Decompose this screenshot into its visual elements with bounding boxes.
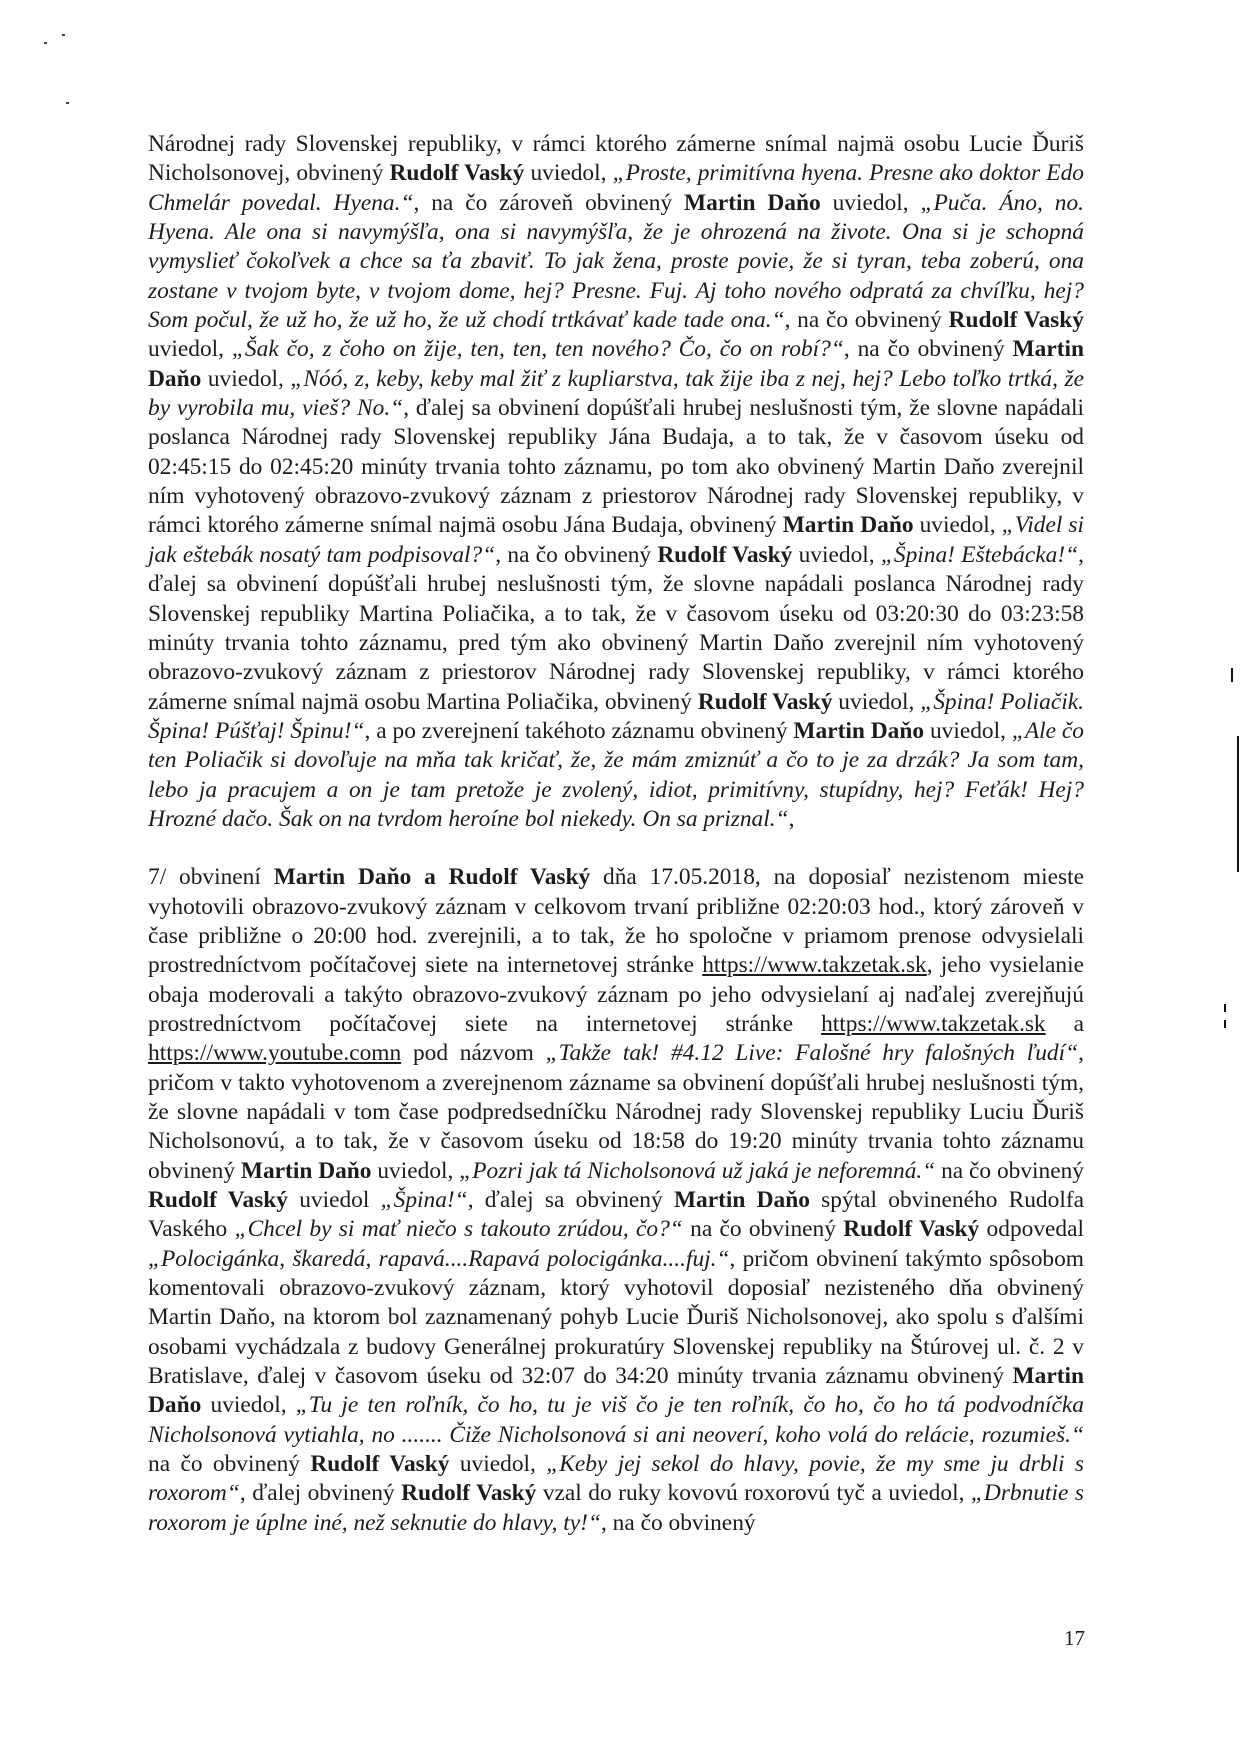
- bold-name: Rudolf Vaský: [389, 160, 525, 187]
- bold-name: Martin Daňo: [148, 336, 1084, 392]
- body-text: uviedol,: [148, 336, 232, 363]
- body-text: uviedol,: [524, 160, 613, 187]
- body-text: uviedol,: [201, 365, 291, 392]
- quote-text: „Pozri jak tá Nicholsonová už jaká je neforemná.“: [459, 1157, 936, 1184]
- body-text: Národnej rady Slovenskej republiky, v rámci ktorého zámerne snímal najmä osobu Lucie Ďuriš Nicholsonovej, obvinený: [148, 131, 1084, 187]
- body-text: , ďalej sa obvinení dopúšťali hrubej neslušnosti tým, že slovne napádali poslanca Národnej rady Slovenskej republiky Martina Poliačika, a to tak, že v časovom úseku od 03:20:30 do 03:23:58 minúty trvania tohto záznamu, pred tým ako obvinený Martin Daňo zverejnil ním vyhotovený obrazovo-zvukový záznam z priestorov Národnej rady Slovenskej republiky, v rámci ktorého zámerne snímal najmä osobu Martina Poliačika, obvinený: [148, 541, 1084, 715]
- body-text: vzal do ruky kovovú roxorovú tyč a uviedol,: [536, 1480, 971, 1507]
- bold-name: Martin Daňo: [782, 512, 914, 539]
- bold-name: Rudolf Vaský: [697, 688, 833, 715]
- page-body: [148, 130, 1084, 1538]
- quote-text: „Špina! Eštebácka!“: [880, 541, 1079, 568]
- page-number: 17: [1064, 1626, 1085, 1650]
- quote-text: „Špina!“: [380, 1187, 468, 1214]
- body-text: , ďalej obvinený: [239, 1480, 402, 1507]
- body-text: , na čo obvinený: [600, 1509, 756, 1536]
- body-text: uviedol,: [449, 1451, 547, 1478]
- body-text: , na čo zároveň obvinený: [413, 189, 685, 216]
- quote-text: „Videl si jak eštebák nosatý tam podpisoval?“: [148, 512, 1084, 568]
- body-text: na čo obvinený: [682, 1216, 844, 1243]
- margin-line: [1224, 1004, 1226, 1012]
- body-text: ,: [788, 805, 795, 832]
- margin-line: [1237, 736, 1239, 872]
- margin-line: [1224, 1020, 1226, 1028]
- body-text: , ďalej sa obvinení dopúšťali hrubej neslušnosti tým, že slovne napádali poslanca Národnej rady Slovenskej republiky Jána Budaja, a to tak, že v časovom úseku od 02:45:15 do 02:45:20 minúty trvania tohto záznamu, po tom ako obvinený Martin Daňo zverejnil ním vyhotovený obrazovo-zvukový záznam z priestorov Národnej rady Slovenskej republiky, v rámci ktorého zámerne snímal najmä osobu Jána Budaja, obvinený: [148, 395, 1085, 539]
- body-text: uviedol,: [201, 1392, 296, 1419]
- bold-name: Martin Daňo: [793, 717, 925, 744]
- body-text: , ďalej sa obvinený: [467, 1187, 674, 1214]
- quote-text: „Šak čo, z čoho on žije, ten, ten, ten nového? Čo, čo on robí?“: [231, 336, 844, 363]
- body-text: , na čo obvinený: [495, 541, 658, 568]
- body-text: , pričom v takto vyhotovenom a zverejnenom zázname sa obvinení dopúšťali hrubej neslušnosti tým, že slovne napádali v tom čase podpredsedníčku Národnej rady Slovenskej republiky Luciu Ďuriš Nicholsonovú, a to tak, že v časovom úseku od 18:58 do 19:20 minúty trvania tohto záznamu obvinený: [148, 1040, 1084, 1184]
- bold-name: Rudolf Vaský: [401, 1480, 537, 1507]
- quote-text: „Puča. Áno, no. Hyena. Ale ona si navymýšľa, ona si navymýšľa, že je ohrozená na živote. Ona si je schopná vymyslieť čokoľvek a chce sa ťa zbaviť. To jak žena, proste povie, že si tyran, teba zoberú, ona zostane v tvojom byte, v tvojom dome, hej? Presne. Fuj. Aj toho nového odpratá za chvíľku, hej? Som počul, že už ho, že už ho, že už chodí trtkávať kade tade ona.“: [148, 189, 1084, 334]
- body-text: uviedol,: [913, 512, 1002, 539]
- body-text: uviedol,: [924, 717, 1012, 744]
- body-text: , jeho vysielanie obaja moderovali a takýto obrazovo-zvukový záznam po jeho odvysielaní aj naďalej zverejňujú prostredníctvom počítačovej siete na internetovej stránke: [148, 952, 1084, 1037]
- body-text: uviedol: [287, 1187, 381, 1214]
- scan-speck: [66, 102, 69, 104]
- bold-name: Rudolf Vaský: [148, 1187, 288, 1214]
- body-text: uviedol,: [820, 189, 921, 216]
- body-text: spýtal obvineného Rudolfa Vaského: [148, 1187, 1084, 1243]
- body-text: odpovedal: [979, 1216, 1084, 1243]
- paragraph-item-7: [148, 863, 1084, 1538]
- body-text: , na čo obvinený: [784, 307, 949, 334]
- body-text: , a po zverejnení takéhoto záznamu obvinený: [364, 717, 794, 744]
- bold-name: Martin Daňo: [240, 1157, 372, 1184]
- body-text: na čo obvinený: [935, 1157, 1085, 1184]
- margin-line: [1231, 668, 1233, 682]
- paragraph-continuation: [148, 130, 1084, 834]
- bold-name: Martin Daňo: [684, 189, 821, 216]
- bold-name: Rudolf Vaský: [843, 1216, 980, 1243]
- scan-speck: [44, 42, 47, 44]
- quote-text: „Polocigánka, škaredá, rapavá....Rapavá polocigánka....fuj.“: [148, 1245, 730, 1272]
- body-text: na čo obvinený: [148, 1451, 311, 1478]
- body-text: uviedol,: [792, 541, 881, 568]
- quote-text: „Takže tak! #4.12 Live: Falošné hry falošných ľudí“: [545, 1040, 1079, 1067]
- url-text: https://www.takzetak.sk: [702, 952, 927, 979]
- url-text: https://www.takzetak.sk: [821, 1010, 1046, 1037]
- body-text: pod názvom: [401, 1040, 546, 1067]
- quote-text: „Chcel by si mať niečo s takouto zrúdou, čo?“: [234, 1216, 683, 1243]
- quote-text: „Ale čo ten Poliačik si dovoľuje na mňa tak kričať, že, že mám zmiznúť a čo to je za drzák? Ja som tam, lebo ja pracujem a on je tam pretože je zvolený, idiot, primitívny, stupídny, hej? Feťák! Hej? Hrozné dačo. Šak on na tvrdom heroíne bol niekedy. On sa priznal.“: [148, 717, 1084, 832]
- body-text: uviedol,: [832, 688, 921, 715]
- body-text: dňa 17.05.2018, na doposiaľ nezistenom mieste vyhotovili obrazovo-zvukový záznam v celkovom trvaní približne 02:20:03 hod., ktorý zároveň v čase približne o 20:00 hod. zverejnili, a to tak, že ho spoločne v priamom prenose odvysielali prostredníctvom počítačovej siete na internetovej stránke: [148, 864, 1084, 979]
- quote-text: „Špina! Poliačik. Špina! Púšťaj! Špinu!“: [148, 688, 1084, 744]
- bold-name: Rudolf Vaský: [657, 541, 793, 568]
- quote-text: „Nóó, z, keby, keby mal žiť z kupliarstva, tak žije iba z nej, hej? Lebo toľko trtká, že by vyrobila mu, vieš? No.“: [148, 365, 1084, 422]
- body-text: , pričom obvinení takýmto spôsobom komentovali obrazovo-zvukový záznam, ktorý vyhotovil doposiaľ nezisteného dňa obvinený Martin Daňo, na ktorom bol zaznamenaný pohyb Lucie Ďuriš Nicholsonovej, ako spolu s ďalšími osobami vychádzala z budovy Generálnej prokuratúry Slovenskej republiky na Štúrovej ul. č. 2 v Bratislave, ďalej v časovom úseku od 32:07 do 34:20 minúty trvania záznamu obvinený: [148, 1245, 1084, 1390]
- bold-name: Martin Daňo a Rudolf Vaský: [273, 864, 591, 891]
- bold-name: Martin Daňo: [673, 1187, 810, 1214]
- body-text: uviedol,: [371, 1157, 460, 1184]
- quote-text: „Proste, primitívna hyena. Presne ako doktor Edo Chmelár povedal. Hyena.“: [148, 160, 1084, 216]
- bold-name: Martin Daňo: [148, 1363, 1084, 1419]
- body-text: , na čo obvinený: [843, 336, 1013, 363]
- quote-text: „Drbnutie s roxorom je úplne iné, než seknutie do hlavy, ty!“: [148, 1480, 1084, 1536]
- body-text: a: [1045, 1010, 1084, 1037]
- quote-text: „Keby jej sekol do hlavy, povie, že my sme ju drbli s roxorom“: [148, 1451, 1084, 1507]
- scan-speck: [62, 34, 65, 36]
- quote-text: „Tu je ten roľník, čo ho, tu je viš čo je ten roľník, čo ho, čo ho tá podvodníčka Nicholsonová vytiahla, no ....... Čiže Nicholsonová si ani neoverí, koho volá do relácie, rozumieš.“: [148, 1392, 1084, 1448]
- body-text: 7/ obvinení: [148, 864, 274, 891]
- bold-name: Rudolf Vaský: [310, 1451, 450, 1478]
- bold-name: Rudolf Vaský: [948, 307, 1084, 334]
- url-text: https://www.youtube.comn: [148, 1040, 402, 1067]
